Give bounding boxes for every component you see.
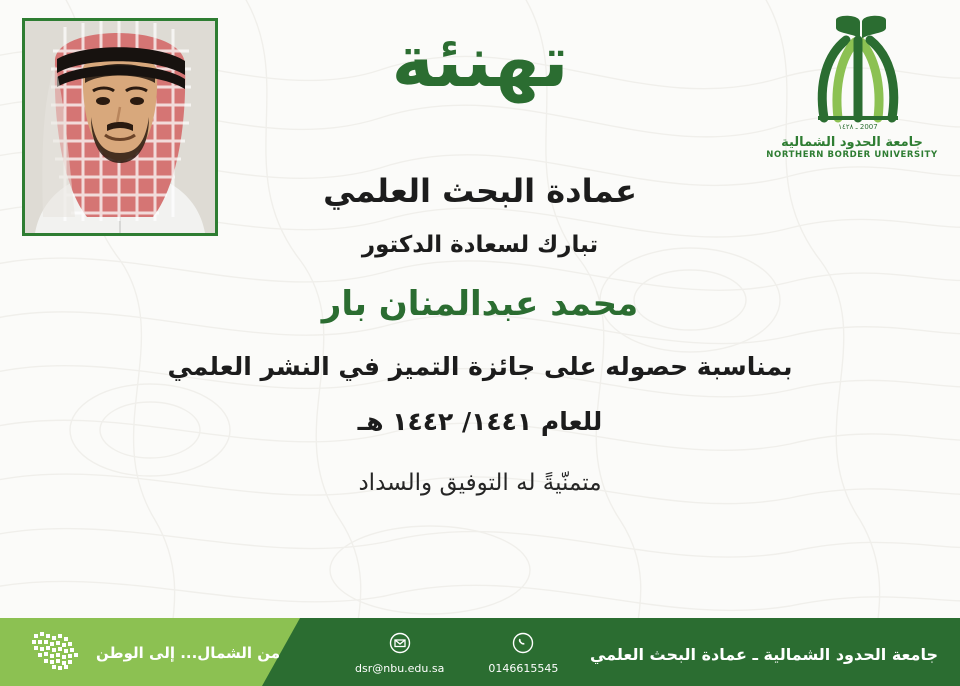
saudi-map-icon: [28, 628, 86, 674]
phone-icon: [512, 632, 534, 654]
certificate-body: [0, 18, 960, 496]
footer-organization: جامعة الحدود الشمالية ـ عمادة البحث العلمي: [589, 645, 938, 664]
congrats-calligraphy: [0, 18, 960, 138]
svg-text:2007 ـ ١٤٢٨: 2007 ـ ١٤٢٨: [838, 123, 878, 130]
logo-name-en: NORTHERN BORDER UNIVERSITY: [766, 150, 938, 160]
contact-email[interactable]: [355, 632, 444, 676]
footer-slogan: من الشمال... إلى الوطن: [96, 644, 281, 662]
footer: [0, 618, 960, 686]
logo-name-ar: جامعة الحدود الشمالية: [781, 135, 923, 150]
congratulates-line: تبارك لسعادة الدكتور: [361, 232, 599, 258]
year-line: للعام ١٤٤١/ ١٤٤٢ هـ: [357, 407, 603, 436]
deanship-line: عمادة البحث العلمي: [323, 172, 637, 210]
email-icon: [389, 632, 411, 654]
congrats-word: تهنئة: [391, 19, 569, 103]
email-address: dsr@nbu.edu.sa: [355, 662, 445, 675]
contact-phone[interactable]: [488, 632, 558, 676]
honoree-name: محمد عبدالمنان بار: [321, 284, 639, 324]
award-line: بمناسبة حصوله على جائزة التميز في النشر العلمي: [167, 352, 793, 381]
footer-contact: [355, 632, 558, 676]
wishes-line: متمنّيةً له التوفيق والسداد: [358, 470, 602, 496]
phone-number: 0146615545: [488, 662, 559, 675]
